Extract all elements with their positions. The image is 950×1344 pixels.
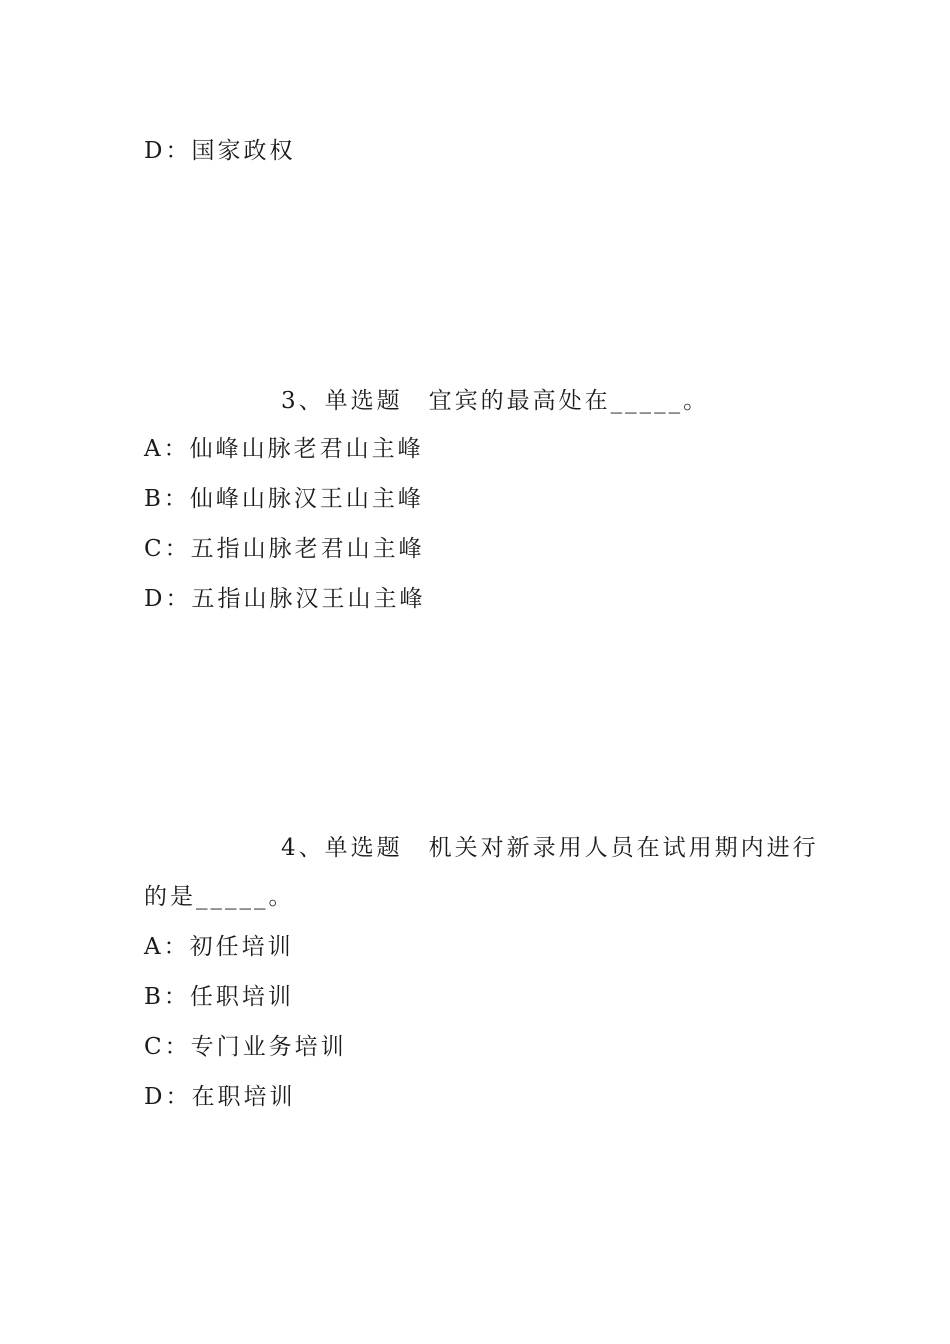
question-3-option-c: C：五指山脉老君山主峰: [144, 536, 425, 562]
question-3-option-b: B：仙峰山脉汉王山主峰: [144, 486, 424, 512]
question-3-prompt: 3、单选题 宜宾的最高处在_____。: [281, 388, 710, 414]
question-4-option-a: A：初任培训: [144, 934, 294, 960]
question-4-option-c: C：专门业务培训: [144, 1034, 347, 1060]
question-4-prompt-line-2: 的是_____。: [144, 884, 295, 910]
question-4-option-d: D：在职培训: [144, 1084, 296, 1110]
question-4-option-b: B：任职培训: [144, 984, 294, 1010]
prev-question-option-d: D：国家政权: [144, 138, 296, 164]
question-4-prompt-line-1: 4、单选题 机关对新录用人员在试用期内进行: [281, 835, 819, 861]
question-3-option-d: D：五指山脉汉王山主峰: [144, 586, 426, 612]
question-3-option-a: A：仙峰山脉老君山主峰: [144, 436, 424, 462]
